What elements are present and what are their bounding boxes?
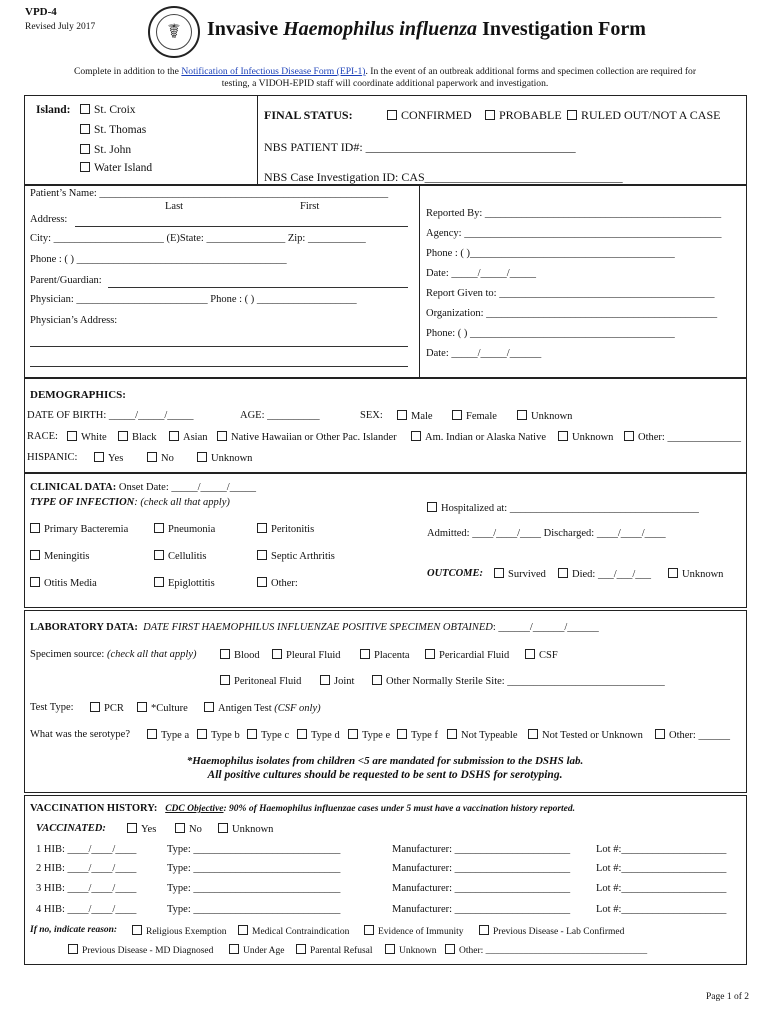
nbs-patient-id-field[interactable]: NBS PATIENT ID#: ___________________________________ [264,140,576,154]
checkbox[interactable] [257,523,267,533]
admit-discharge-field[interactable]: Admitted: ____/____/____ Discharged: ____/____/____ [427,528,666,539]
checkbox[interactable] [197,729,207,739]
outcome-row: OUTCOME: [427,568,484,579]
infection-meningitis[interactable]: Meningitis [30,550,90,562]
checkbox[interactable] [558,431,568,441]
dose-2-lot[interactable]: Lot #:____________________ [596,863,727,874]
sex-female[interactable]: Female [452,410,497,422]
status-ruled-out[interactable]: RULED OUT/NOT A CASE [567,108,720,123]
infection-other[interactable]: Other: [257,577,298,589]
infection-septic-arthritis[interactable]: Septic Arthritis [257,550,335,562]
checkbox[interactable] [364,925,374,935]
lab-heading-row: LABORATORY DATA: DATE FIRST HAEMOPHILUS INFLUENZAE POSITIVE SPECIMEN OBTAINED: ______/______/______ [30,622,599,633]
given-date-field[interactable]: Date: _____/_____/______ [426,348,542,359]
checkbox[interactable] [257,550,267,560]
checkbox[interactable] [80,104,90,114]
checkbox[interactable] [30,577,40,587]
vaccinated-label: VACCINATED: [36,823,106,834]
checkbox[interactable] [154,550,164,560]
revised-date: Revised July 2017 [25,22,96,32]
specimen-placenta[interactable]: Placenta [360,649,410,661]
checkbox[interactable] [411,431,421,441]
island-water-island[interactable]: Water Island [80,162,152,174]
checkbox[interactable] [247,729,257,739]
organization-phone-field[interactable]: Phone: ( ) _______________________________________ [426,328,675,339]
checkbox[interactable] [296,944,306,954]
demographics-heading: DEMOGRAPHICS: [30,389,126,401]
race-native-hawaiian[interactable]: Native Hawaiian or Other Pac. Islander [217,431,397,443]
reason-religious[interactable]: Religious Exemption [132,925,226,937]
serotype-label: What was the serotype? [30,729,131,740]
checkbox[interactable] [132,925,142,935]
checkbox[interactable] [257,577,267,587]
test-pcr[interactable]: PCR [90,702,124,714]
serotype-d[interactable]: Type d [297,729,340,741]
checkbox[interactable] [90,702,100,712]
reason-unknown[interactable]: Unknown [385,944,436,956]
infection-otitis-media[interactable]: Otitis Media [30,577,97,589]
serotype-b[interactable]: Type b [197,729,240,741]
sex-male[interactable]: Male [397,410,433,422]
checkbox[interactable] [218,823,228,833]
organization-field[interactable]: Organization: ____________________________________________ [426,308,718,319]
parent-guardian-label: Parent/Guardian: [30,275,102,286]
specimen-peritoneal-fluid[interactable]: Peritoneal Fluid [220,675,301,687]
checkbox[interactable] [655,729,665,739]
checkbox[interactable] [624,431,634,441]
checkbox[interactable] [229,944,239,954]
outcome-died[interactable]: Died: ___/___/___ [558,568,651,580]
outcome-survived[interactable]: Survived [494,568,546,580]
infection-peritonitis[interactable]: Peritonitis [257,523,314,535]
city-state-zip-field[interactable]: City: _____________________ (E)State: _______________ Zip: ___________ [30,233,366,244]
checkbox[interactable] [447,729,457,739]
reason-immunity[interactable]: Evidence of Immunity [364,925,463,937]
race-label: RACE: [27,431,58,442]
serotype-e[interactable]: Type e [348,729,390,741]
clinical-heading-row: CLINICAL DATA: Onset Date: _____/_____/_____ [30,482,256,493]
checkbox[interactable] [397,410,407,420]
test-culture[interactable]: *Culture [137,702,188,714]
checkbox[interactable] [204,702,214,712]
checkbox[interactable] [397,729,407,739]
epi1-form-link[interactable]: Notification of Infectious Disease Form (EPI-1) [181,66,366,77]
nbs-case-id-field[interactable]: NBS Case Investigation ID: CAS_________________________________ [264,170,623,184]
physician-address-line2[interactable] [30,366,408,367]
specimen-pleural-fluid[interactable]: Pleural Fluid [272,649,341,661]
demographics-section [24,378,747,473]
checkbox[interactable] [94,452,104,462]
checkbox[interactable] [197,452,207,462]
type-of-infection-label: TYPE OF INFECTION: (check all that apply) [30,497,230,508]
checkbox[interactable] [385,944,395,954]
specimen-joint[interactable]: Joint [320,675,354,687]
checkbox[interactable] [348,729,358,739]
reporter-phone-field[interactable]: Phone : ( )_______________________________________ [426,248,675,259]
checkbox[interactable] [169,431,179,441]
reason-under-age[interactable]: Under Age [229,944,284,956]
divider [419,185,420,378]
infection-primary-bacteremia[interactable]: Primary Bacteremia [30,523,128,535]
island-st-croix[interactable]: St. Croix [80,104,136,116]
physician-field[interactable]: Physician: _________________________ Phone : ( ) ___________________ [30,294,357,305]
specimen-other-sterile[interactable]: Other Normally Sterile Site: ______________________________ [372,675,665,687]
race-asian[interactable]: Asian [169,431,208,443]
island-st-john[interactable]: St. John [80,144,131,156]
infection-epiglottitis[interactable]: Epiglottitis [154,577,215,589]
report-given-to-field[interactable]: Report Given to: _________________________________________ [426,288,715,299]
vaccination-section [24,795,747,965]
dose-3-type[interactable]: Type: ____________________________ [167,883,341,894]
patient-name-field[interactable]: Patient’s Name: _______________________________________________________ [30,188,389,199]
checkbox[interactable] [154,577,164,587]
sex-label: SEX: [360,410,383,421]
last-name-caption: Last [165,201,184,212]
checkbox[interactable] [372,675,382,685]
checkbox[interactable] [517,410,527,420]
first-positive-date-field[interactable]: : ______/______/______ [492,622,599,633]
checkbox[interactable] [525,649,535,659]
checkbox[interactable] [118,431,128,441]
test-type-label: Test Type: [30,702,74,713]
reason-prev-md[interactable]: Previous Disease - MD Diagnosed [68,944,213,956]
reason-other[interactable]: Other: __________________________________ [445,944,647,956]
hispanic-label: HISPANIC: [27,452,78,463]
checkbox[interactable] [147,729,157,739]
divider [257,95,258,185]
lab-note-isolates: *Haemophilus isolates from children <5 are mandated for submission to the DSHS lab. [186,755,584,767]
checkbox[interactable] [80,162,90,172]
checkbox[interactable] [668,568,678,578]
caduceus-icon: ☤ [167,21,181,43]
race-unknown[interactable]: Unknown [558,431,613,443]
address-field[interactable] [75,226,408,227]
vaccinated-unknown[interactable]: Unknown [218,823,273,835]
race-am-indian[interactable]: Am. Indian or Alaska Native [411,431,546,443]
vaccinated-yes[interactable]: Yes [127,823,156,835]
checkbox[interactable] [30,550,40,560]
status-probable[interactable]: PROBABLE [485,108,562,123]
infection-cellulitis[interactable]: Cellulitis [154,550,207,562]
checkbox[interactable] [360,649,370,659]
patient-phone-field[interactable]: Phone : ( ) ________________________________________ [30,254,287,265]
reason-prev-lab[interactable]: Previous Disease - Lab Confirmed [479,925,624,937]
checkbox[interactable] [485,110,495,120]
checkbox[interactable] [425,649,435,659]
checkbox[interactable] [127,823,137,833]
dose-4-lot[interactable]: Lot #:____________________ [596,904,727,915]
onset-date-field[interactable]: Onset Date: _____/_____/_____ [118,482,256,493]
clinical-section [24,473,747,608]
vaccination-heading-row: VACCINATION HISTORY: CDC Objective: 90% of Haemophilus influenzae cases under 5 must have a vaccination history reported. [30,803,576,814]
form-code: VPD-4 [25,6,57,18]
checkbox[interactable] [272,649,282,659]
final-status-label: FINAL STATUS: [264,108,353,122]
checkbox[interactable] [452,410,462,420]
checkbox[interactable] [320,675,330,685]
checkbox[interactable] [238,925,248,935]
specimen-source-label: Specimen source: (check all that apply) [30,649,197,660]
checkbox[interactable] [175,823,185,833]
reason-medical[interactable]: Medical Contraindication [238,925,349,937]
checkbox[interactable] [567,110,577,120]
checkbox[interactable] [445,944,455,954]
serotype-c[interactable]: Type c [247,729,289,741]
reported-by-field[interactable]: Reported By: _____________________________________________ [426,208,722,219]
parent-guardian-field[interactable] [108,287,408,288]
checkbox[interactable] [528,729,538,739]
checkbox[interactable] [558,568,568,578]
serotype-not-tested[interactable]: Not Tested or Unknown [528,729,643,741]
checkbox[interactable] [387,110,397,120]
checkbox[interactable] [154,523,164,533]
dose-1-date[interactable]: 1 HIB: ____/____/____ [36,844,137,855]
department-seal [148,6,200,58]
dose-4-date[interactable]: 4 HIB: ____/____/____ [36,904,137,915]
race-black[interactable]: Black [118,431,157,443]
checkbox[interactable] [494,568,504,578]
form-title: Invasive Haemophilus influenza Investigation Form [207,18,646,40]
address-label: Address: [30,214,68,225]
checkbox[interactable] [220,649,230,659]
checkbox[interactable] [67,431,77,441]
dose-2-type[interactable]: Type: ____________________________ [167,863,341,874]
dose-2-manufacturer[interactable]: Manufacturer: ______________________ [392,863,571,874]
serotype-not-typeable[interactable]: Not Typeable [447,729,518,741]
first-name-caption: First [300,201,320,212]
serotype-a[interactable]: Type a [147,729,189,741]
page-number: Page 1 of 2 [706,992,750,1002]
physician-address-label: Physician’s Address: [30,315,118,326]
dose-1-manufacturer[interactable]: Manufacturer: ______________________ [392,844,571,855]
checkbox[interactable] [80,124,90,134]
agency-field[interactable]: Agency: _________________________________________________ [426,228,722,239]
vaccinated-no[interactable]: No [175,823,202,835]
no-reason-label: If no, indicate reason: [30,925,118,935]
physician-address-line1[interactable] [30,346,408,347]
instructions-line1: Complete in addition to the Notification of Infectious Disease Form (EPI-1). In the event of an outbreak additional forms and specimen collection are required for [73,66,697,77]
checkbox[interactable] [147,452,157,462]
dose-3-lot[interactable]: Lot #:____________________ [596,883,727,894]
island-label: Island: [36,104,71,116]
dose-4-manufacturer[interactable]: Manufacturer: ______________________ [392,904,571,915]
test-antigen[interactable]: Antigen Test (CSF only) [204,702,321,714]
outcome-unknown[interactable]: Unknown [668,568,723,580]
checkbox[interactable] [217,431,227,441]
dose-1-lot[interactable]: Lot #:____________________ [596,844,727,855]
lab-note-serotyping: All positive cultures should be requested to be sent to DSHS for serotyping. [207,769,563,781]
hospitalized-field[interactable]: Hospitalized at: ____________________________________ [427,502,699,514]
checkbox[interactable] [137,702,147,712]
checkbox[interactable] [30,523,40,533]
checkbox[interactable] [297,729,307,739]
reason-parental-refusal[interactable]: Parental Refusal [296,944,373,956]
serotype-f[interactable]: Type f [397,729,438,741]
checkbox[interactable] [68,944,78,954]
island-st-thomas[interactable]: St. Thomas [80,124,146,136]
checkbox[interactable] [80,144,90,154]
checkbox[interactable] [479,925,489,935]
hispanic-yes[interactable]: Yes [94,452,123,464]
checkbox[interactable] [220,675,230,685]
race-white[interactable]: White [67,431,107,443]
status-confirmed[interactable]: CONFIRMED [387,108,472,123]
dob-field[interactable]: DATE OF BIRTH: _____/_____/_____ [27,410,194,421]
infection-pneumonia[interactable]: Pneumonia [154,523,215,535]
hispanic-unknown[interactable]: Unknown [197,452,252,464]
race-other[interactable]: Other: ______________ [624,431,741,443]
hispanic-no[interactable]: No [147,452,174,464]
age-field[interactable]: AGE: __________ [240,410,320,421]
dose-1-type[interactable]: Type: ____________________________ [167,844,341,855]
serotype-other[interactable]: Other: ______ [655,729,730,741]
dose-4-type[interactable]: Type: ____________________________ [167,904,341,915]
report-date-field[interactable]: Date: _____/_____/_____ [426,268,536,279]
checkbox[interactable] [427,502,437,512]
specimen-pericardial-fluid[interactable]: Pericardial Fluid [425,649,509,661]
instructions-line2: testing, a VIDOH-EPID staff will coordinate additional paperwork and investigation. [221,78,549,89]
sex-unknown[interactable]: Unknown [517,410,572,422]
dose-2-date[interactable]: 2 HIB: ____/____/____ [36,863,137,874]
specimen-blood[interactable]: Blood [220,649,260,661]
specimen-csf[interactable]: CSF [525,649,558,661]
dose-3-manufacturer[interactable]: Manufacturer: ______________________ [392,883,571,894]
dose-3-date[interactable]: 3 HIB: ____/____/____ [36,883,137,894]
